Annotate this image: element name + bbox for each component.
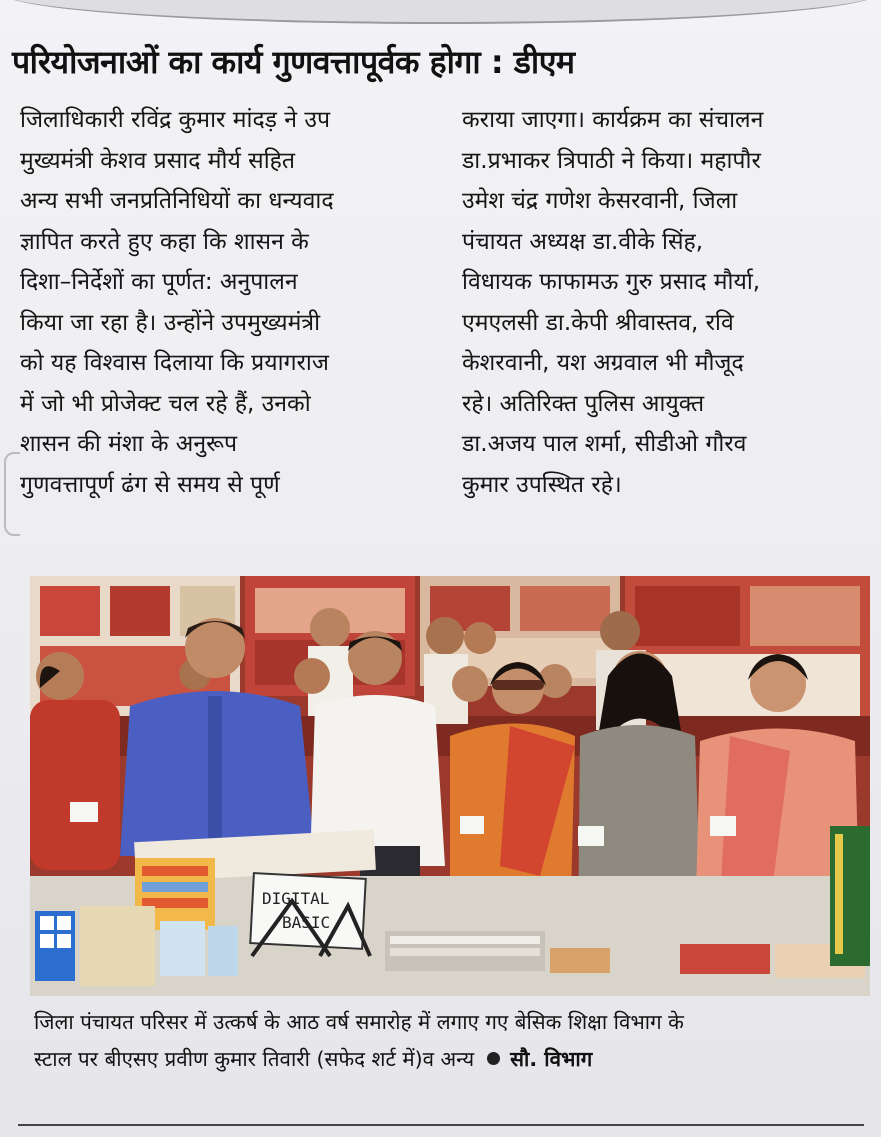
column-line: उमेश चंद्र गणेश केसरवानी, जिला <box>462 188 738 214</box>
bullet-icon <box>487 1052 500 1065</box>
column-line: को यह विश्वास दिलाया कि प्रयागराज <box>20 350 329 376</box>
news-photo <box>30 576 870 996</box>
margin-mark <box>4 452 20 536</box>
caption-line-2 <box>34 1041 874 1078</box>
book-stack <box>680 944 770 974</box>
sign-text-line-2: BASIC <box>282 913 331 932</box>
page-curl <box>0 0 881 24</box>
caption-line-1: जिला पंचायत परिसर में उत्कर्ष के आठ वर्ष समारोह में लगाए गए बेसिक शिक्षा विभाग के <box>34 1010 684 1034</box>
article-column-right <box>462 100 872 505</box>
column-line: मुख्यमंत्री केशव प्रसाद मौर्य सहित <box>20 147 295 174</box>
column-line: डा.प्रभाकर त्रिपाठी ने किया। महापौर <box>462 147 761 174</box>
photo-credit: सौ. विभाग <box>510 1047 593 1071</box>
column-line: गुणवत्तापूर्ण ढंग से समय से पूर्ण <box>20 471 280 498</box>
column-line: शासन की मंशा के अनुरूप <box>20 431 238 457</box>
bottom-rule <box>18 1124 864 1126</box>
column-line: डा.अजय पाल शर्मा, सीडीओ गौरव <box>462 431 747 457</box>
article-column-left <box>20 100 430 505</box>
column-line: में जो भी प्रोजेक्ट चल रहे हैं, उनको <box>20 390 311 417</box>
column-line: जिलाधिकारी रविंद्र कुमार मांदड़ ने उप <box>20 107 331 133</box>
caption-line-2-text: स्टाल पर बीएसए प्रवीण कुमार तिवारी (सफेद शर्ट में)व अन्य <box>34 1047 475 1071</box>
sign-text-line-1: DIGITAL <box>262 889 330 908</box>
column-line: कुमार उपस्थित रहे। <box>462 471 622 498</box>
column-line: एमएलसी डा.केपी श्रीवास्तव, रवि <box>462 309 734 336</box>
column-line: विधायक फाफामऊ गुरु प्रसाद मौर्या, <box>462 269 761 295</box>
column-line: केशरवानी, यश अग्रवाल भी मौजूद <box>462 350 744 376</box>
column-line: पंचायत अध्यक्ष डा.वीके सिंह, <box>462 228 704 255</box>
photo-caption <box>34 1004 874 1078</box>
article-headline: परियोजनाओं का कार्य गुणवत्तापूर्वक होगा : डीएम <box>12 43 575 81</box>
digital-basic-sign <box>250 873 370 956</box>
column-line: अन्य सभी जनप्रतिनिधियों का धन्यवाद <box>20 188 334 214</box>
column-line: किया जा रहा है। उन्होंने उपमुख्यमंत्री <box>20 309 321 336</box>
column-line: दिशा–निर्देशों का पूर्णत: अनुपालन <box>20 269 298 295</box>
column-line: ज्ञापित करते हुए कहा कि शासन के <box>20 228 309 255</box>
column-line: रहे। अतिरिक्त पुलिस आयुक्त <box>462 390 705 417</box>
column-line: कराया जाएगा। कार्यक्रम का संचालन <box>462 107 764 133</box>
